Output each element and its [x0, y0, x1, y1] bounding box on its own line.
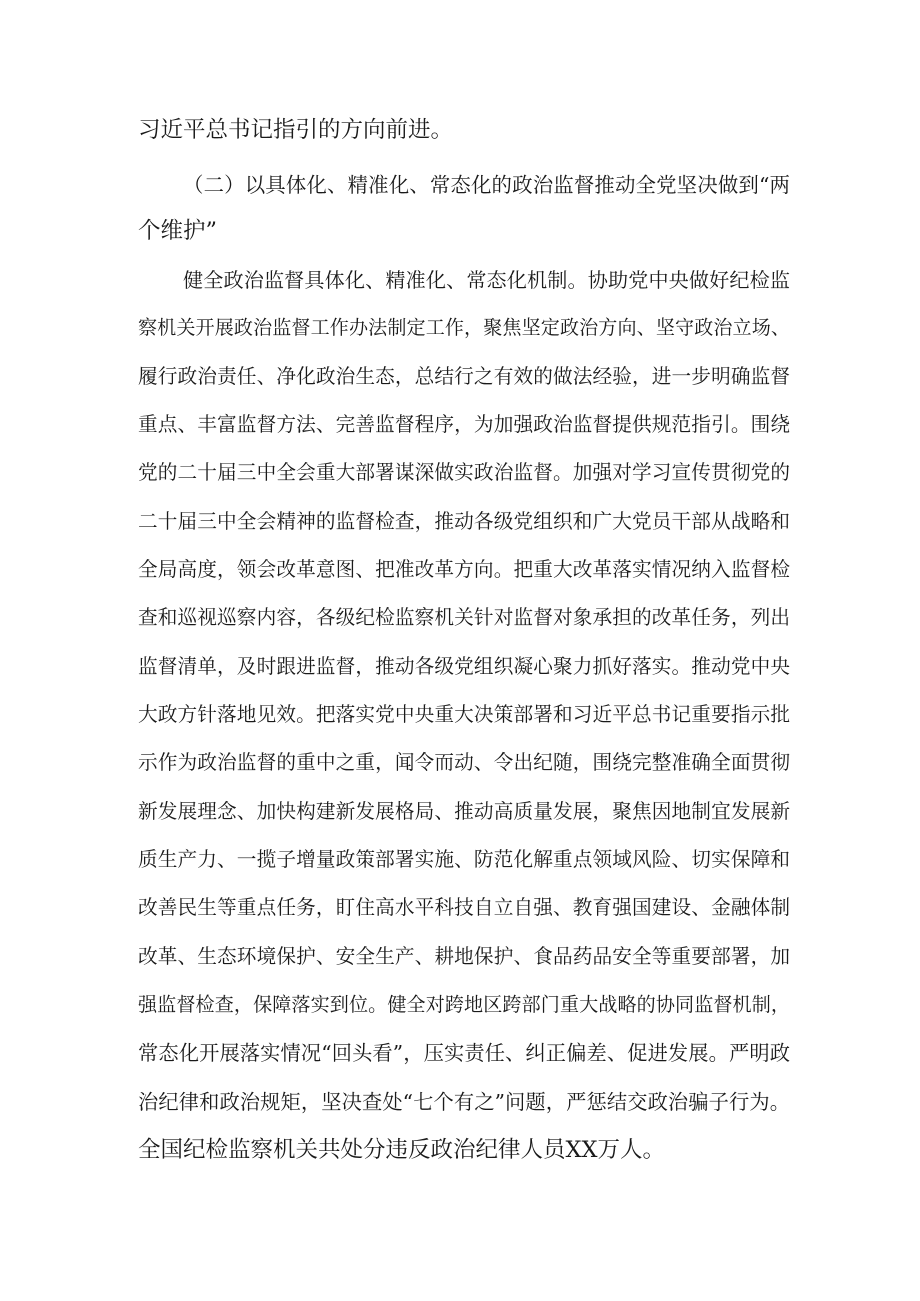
text-line: 质生产力、一揽子增量政策部署实施、防范化解重点领域风险、切实保障和 [138, 848, 790, 871]
text-line: 习近平总书记指引的方向前进。 [138, 117, 454, 143]
text-line: 察机关开展政治监督工作办法制定工作，聚焦坚定政治方向、坚守政治立场、 [138, 317, 790, 339]
text-line: 改革、生态环境保护、安全生产、耕地保护、食品药品安全等重要部署，加 [138, 945, 790, 968]
text-line: 治纪律和政治规矩，坚决查处“七个有之”问题，严惩结交政治骗子行为。 [138, 1090, 790, 1114]
section-heading-line: 个维护” [138, 218, 218, 244]
text-line: 监督清单，及时跟进监督，推动各级党组织凝心聚力抓好落实。推动党中央 [138, 655, 790, 678]
text-line: 常态化开展落实情况“回头看”，压实责任、纠正偏差、促进发展。严明政 [138, 1041, 790, 1065]
text-line: 示作为政治监督的重中之重，闻令而动、令出纪随，围绕完整准确全面贯彻 [138, 751, 790, 774]
text-line: 二十届三中全会精神的监督检查，推动各级党组织和广大党员干部从战略和 [138, 510, 790, 533]
text-line: 新发展理念、加快构建新发展格局、推动高质量发展，聚焦因地制宜发展新 [138, 800, 790, 823]
text-line: 全国纪检监察机关共处分违反政治纪律人员XX万人。 [138, 1137, 666, 1163]
text-line: 党的二十届三中全会重大部署谋深做实政治监督。加强对学习宣传贯彻党的 [138, 461, 790, 484]
section-heading-line: （二）以具体化、精准化、常态化的政治监督推动全党坚决做到“两 [183, 173, 790, 197]
text-line: 强监督检查，保障落实到位。健全对跨地区跨部门重大战略的协同监督机制， [138, 994, 790, 1016]
text-line: 改善民生等重点任务，盯住高水平科技自立自强、教育强国建设、金融体制 [138, 896, 790, 919]
text-line: 大政方针落地见效。把落实党中央重大决策部署和习近平总书记重要指示批 [138, 703, 790, 726]
text-line: 健全政治监督具体化、精准化、常态化机制。协助党中央做好纪检监 [183, 268, 790, 292]
text-line: 重点、丰富监督方法、完善监督程序，为加强政治监督提供规范指引。围绕 [138, 413, 790, 436]
text-line: 查和巡视巡察内容，各级纪检监察机关针对监督对象承担的改革任务，列出 [138, 606, 790, 629]
text-line: 全局高度，领会改革意图、把准改革方向。把重大改革落实情况纳入监督检 [138, 558, 790, 581]
text-line: 履行政治责任、净化政治生态，总结行之有效的做法经验，进一步明确监督 [138, 365, 790, 388]
